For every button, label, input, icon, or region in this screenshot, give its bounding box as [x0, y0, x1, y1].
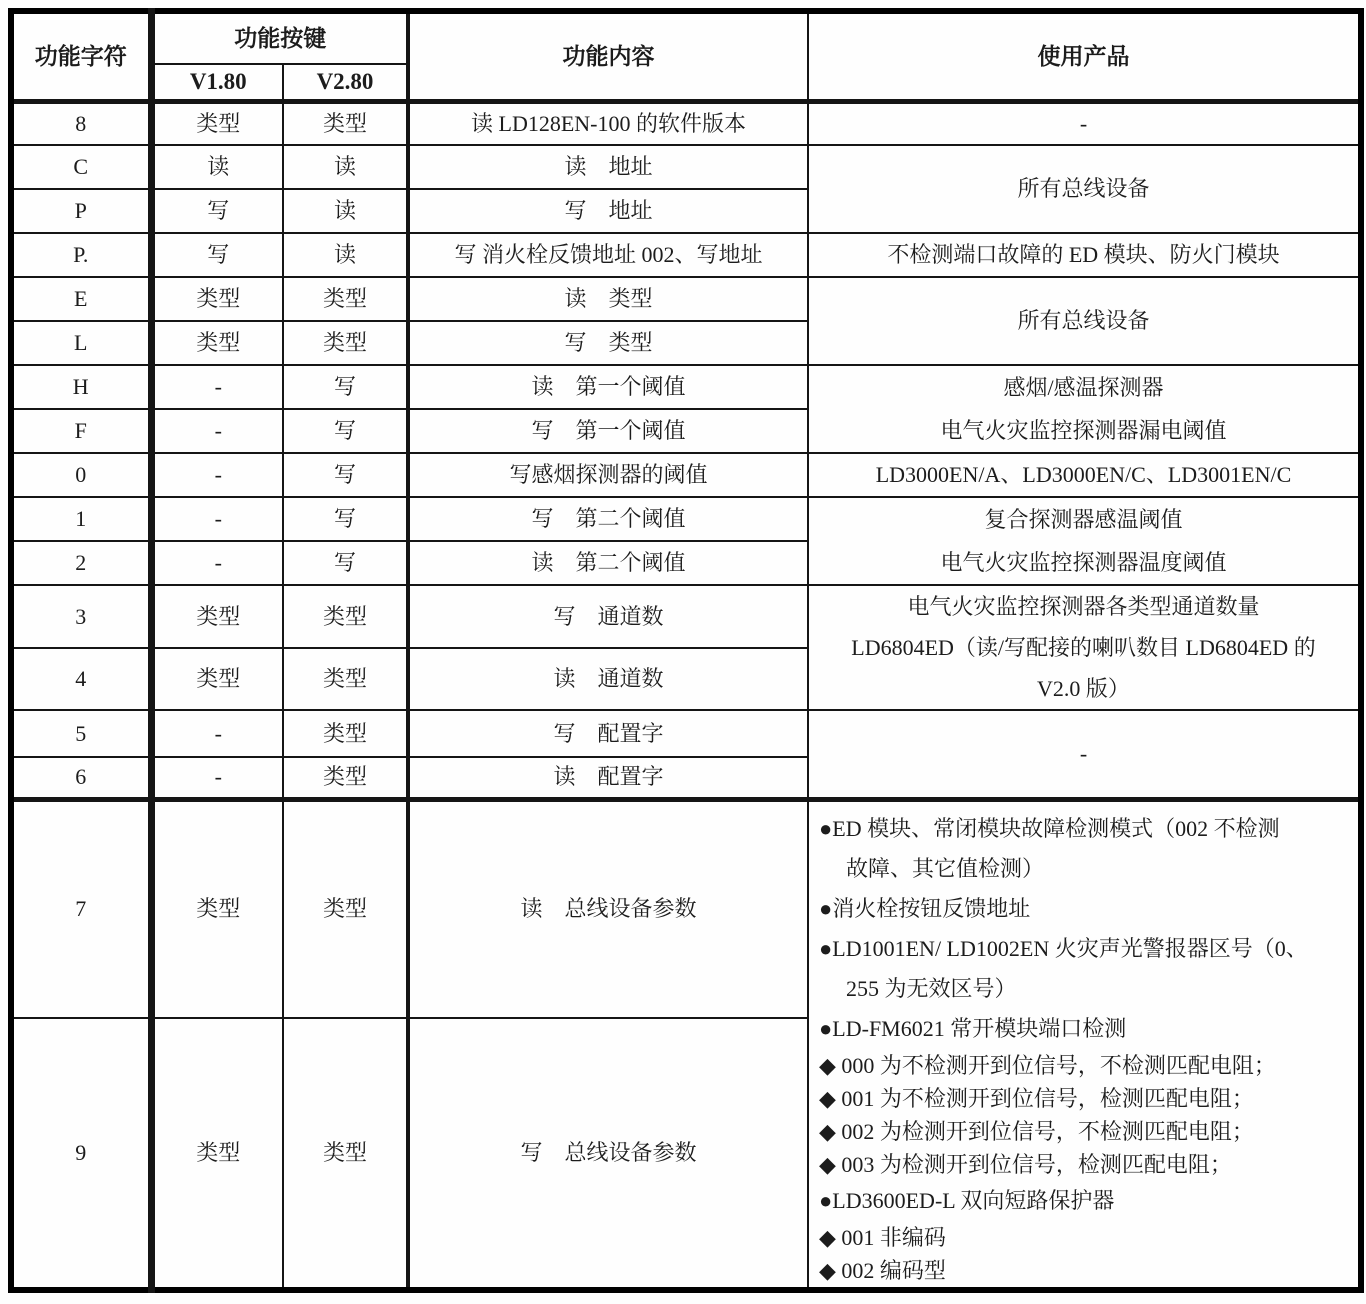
- function-char-cell: 2: [11, 541, 151, 585]
- v180-cell: -: [151, 497, 283, 541]
- v180-cell: 类型: [151, 648, 283, 710]
- v280-cell: 写: [283, 365, 408, 409]
- function-content-cell: 读 第一个阈值: [408, 365, 808, 409]
- header-version-v180: V1.80: [151, 64, 283, 101]
- v180-cell: 类型: [151, 277, 283, 321]
- note-line: ◆ 000 为不检测开到位信号，不检测匹配电阻；: [819, 1052, 1276, 1078]
- product-line: 感烟/感温探测器: [1003, 375, 1164, 400]
- function-char-cell: F: [11, 409, 151, 453]
- function-char-cell: 3: [11, 585, 151, 648]
- v280-cell: 读: [283, 233, 408, 277]
- v180-cell: 类型: [151, 799, 283, 1018]
- v280-cell: 写: [283, 541, 408, 585]
- function-content-cell: 写 总线设备参数: [408, 1018, 808, 1290]
- note-line: ◆ 003 为检测开到位信号，检测匹配电阻；: [819, 1151, 1232, 1177]
- v180-cell: 类型: [151, 101, 283, 145]
- function-char-cell: 5: [11, 710, 151, 757]
- table-row: [11, 497, 1361, 541]
- v180-cell: -: [151, 409, 283, 453]
- v280-cell: 类型: [283, 710, 408, 757]
- v280-cell: 类型: [283, 101, 408, 145]
- note-line: 255 为无效区号）: [846, 975, 1017, 1001]
- function-char-cell: 1: [11, 497, 151, 541]
- function-key-table: [8, 8, 1364, 1293]
- function-char-cell: 7: [11, 799, 151, 1018]
- function-char-cell: 0: [11, 453, 151, 497]
- table-row: [11, 585, 1361, 648]
- note-line: ◆ 001 非编码: [819, 1224, 946, 1250]
- function-char-cell: P.: [11, 233, 151, 277]
- v280-cell: 类型: [283, 277, 408, 321]
- v180-cell: 类型: [151, 1018, 283, 1290]
- product-line: 电气火灾监控探测器各类型通道数量: [907, 594, 1260, 619]
- table-row: [11, 365, 1361, 409]
- function-char-cell: C: [11, 145, 151, 189]
- v280-cell: 类型: [283, 1018, 408, 1290]
- header-version-v280: V2.80: [283, 64, 408, 101]
- function-content-cell: 读 地址: [408, 145, 808, 189]
- v280-cell: 类型: [283, 321, 408, 365]
- product-line: V2.0 版）: [1037, 676, 1130, 701]
- table-row: [11, 799, 1361, 1018]
- v280-cell: 类型: [283, 585, 408, 648]
- function-char-cell: L: [11, 321, 151, 365]
- v280-cell: 写: [283, 497, 408, 541]
- v180-cell: 读: [151, 145, 283, 189]
- v180-cell: -: [151, 710, 283, 757]
- function-content-cell: 写感烟探测器的阈值: [408, 453, 808, 497]
- function-char-cell: 8: [11, 101, 151, 145]
- product-line: 电气火灾监控探测器温度阈值: [940, 550, 1227, 575]
- header-function-char: 功能字符: [11, 11, 151, 101]
- function-char-cell: E: [11, 277, 151, 321]
- function-char-cell: 4: [11, 648, 151, 710]
- product-cell-merged: -: [808, 710, 1361, 799]
- v180-cell: -: [151, 453, 283, 497]
- v180-cell: 类型: [151, 321, 283, 365]
- note-line: ●LD3600ED-L 双向短路保护器: [819, 1187, 1115, 1213]
- note-line: ◆ 001 为不检测开到位信号，检测匹配电阻；: [819, 1085, 1254, 1111]
- table-row: [11, 453, 1361, 497]
- product-line: LD6804ED（读/写配接的喇叭数目 LD6804ED 的: [851, 635, 1316, 660]
- v180-cell: -: [151, 757, 283, 799]
- function-content-cell: 读 通道数: [408, 648, 808, 710]
- function-content-cell: 读 第二个阈值: [408, 541, 808, 585]
- function-char-cell: 9: [11, 1018, 151, 1290]
- function-content-cell: 读 类型: [408, 277, 808, 321]
- table-row: [11, 101, 1361, 145]
- header-function-keys: 功能按键: [151, 11, 408, 64]
- function-content-cell: 写 消火栓反馈地址 002、写地址: [408, 233, 808, 277]
- table-row: [11, 233, 1361, 277]
- note-line: ●LD1001EN/ LD1002EN 火灾声光警报器区号（0、: [819, 935, 1308, 961]
- v280-cell: 类型: [283, 799, 408, 1018]
- v180-cell: 类型: [151, 585, 283, 648]
- function-content-cell: 写 通道数: [408, 585, 808, 648]
- function-content-cell: 写 第二个阈值: [408, 497, 808, 541]
- product-cell-merged: [808, 365, 1361, 453]
- header-function-content: 功能内容: [408, 11, 808, 101]
- function-content-cell: 写 配置字: [408, 710, 808, 757]
- function-char-cell: 6: [11, 757, 151, 799]
- product-line: 复合探测器感温阈值: [984, 507, 1183, 532]
- note-line: ◆ 002 为检测开到位信号，不检测匹配电阻；: [819, 1118, 1254, 1144]
- function-content-cell: 读 LD128EN-100 的软件版本: [408, 101, 808, 145]
- v180-cell: -: [151, 541, 283, 585]
- function-content-cell: 写 地址: [408, 189, 808, 233]
- function-content-cell: 写 类型: [408, 321, 808, 365]
- product-cell-merged: [808, 585, 1361, 710]
- device-params-notes-cell: [808, 799, 1361, 1290]
- v280-cell: 写: [283, 409, 408, 453]
- note-line: 故障、其它值检测）: [846, 855, 1045, 881]
- product-cell-merged: [808, 497, 1361, 585]
- table-row: [11, 710, 1361, 757]
- v280-cell: 读: [283, 189, 408, 233]
- v180-cell: 写: [151, 189, 283, 233]
- v280-cell: 类型: [283, 757, 408, 799]
- product-cell-merged: 所有总线设备: [808, 277, 1361, 365]
- table-row: [11, 277, 1361, 321]
- note-line: ●LD-FM6021 常开模块端口检测: [819, 1015, 1127, 1041]
- note-line: ◆ 002 编码型: [819, 1257, 946, 1283]
- v280-cell: 写: [283, 453, 408, 497]
- product-line: 电气火灾监控探测器漏电阈值: [940, 418, 1227, 443]
- product-cell-merged: 所有总线设备: [808, 145, 1361, 233]
- table-row: [11, 145, 1361, 189]
- v280-cell: 类型: [283, 648, 408, 710]
- function-char-cell: P: [11, 189, 151, 233]
- v180-cell: -: [151, 365, 283, 409]
- function-char-cell: H: [11, 365, 151, 409]
- function-content-cell: 读 配置字: [408, 757, 808, 799]
- note-line: ●ED 模块、常闭模块故障检测模式（002 不检测: [819, 815, 1280, 841]
- function-content-cell: 写 第一个阈值: [408, 409, 808, 453]
- product-cell: 不检测端口故障的 ED 模块、防火门模块: [808, 233, 1361, 277]
- product-cell: LD3000EN/A、LD3000EN/C、LD3001EN/C: [808, 453, 1361, 497]
- note-line: ●消火栓按钮反馈地址: [819, 895, 1031, 921]
- v280-cell: 读: [283, 145, 408, 189]
- v180-cell: 写: [151, 233, 283, 277]
- function-content-cell: 读 总线设备参数: [408, 799, 808, 1018]
- header-products: 使用产品: [808, 11, 1361, 101]
- product-cell: -: [808, 101, 1361, 145]
